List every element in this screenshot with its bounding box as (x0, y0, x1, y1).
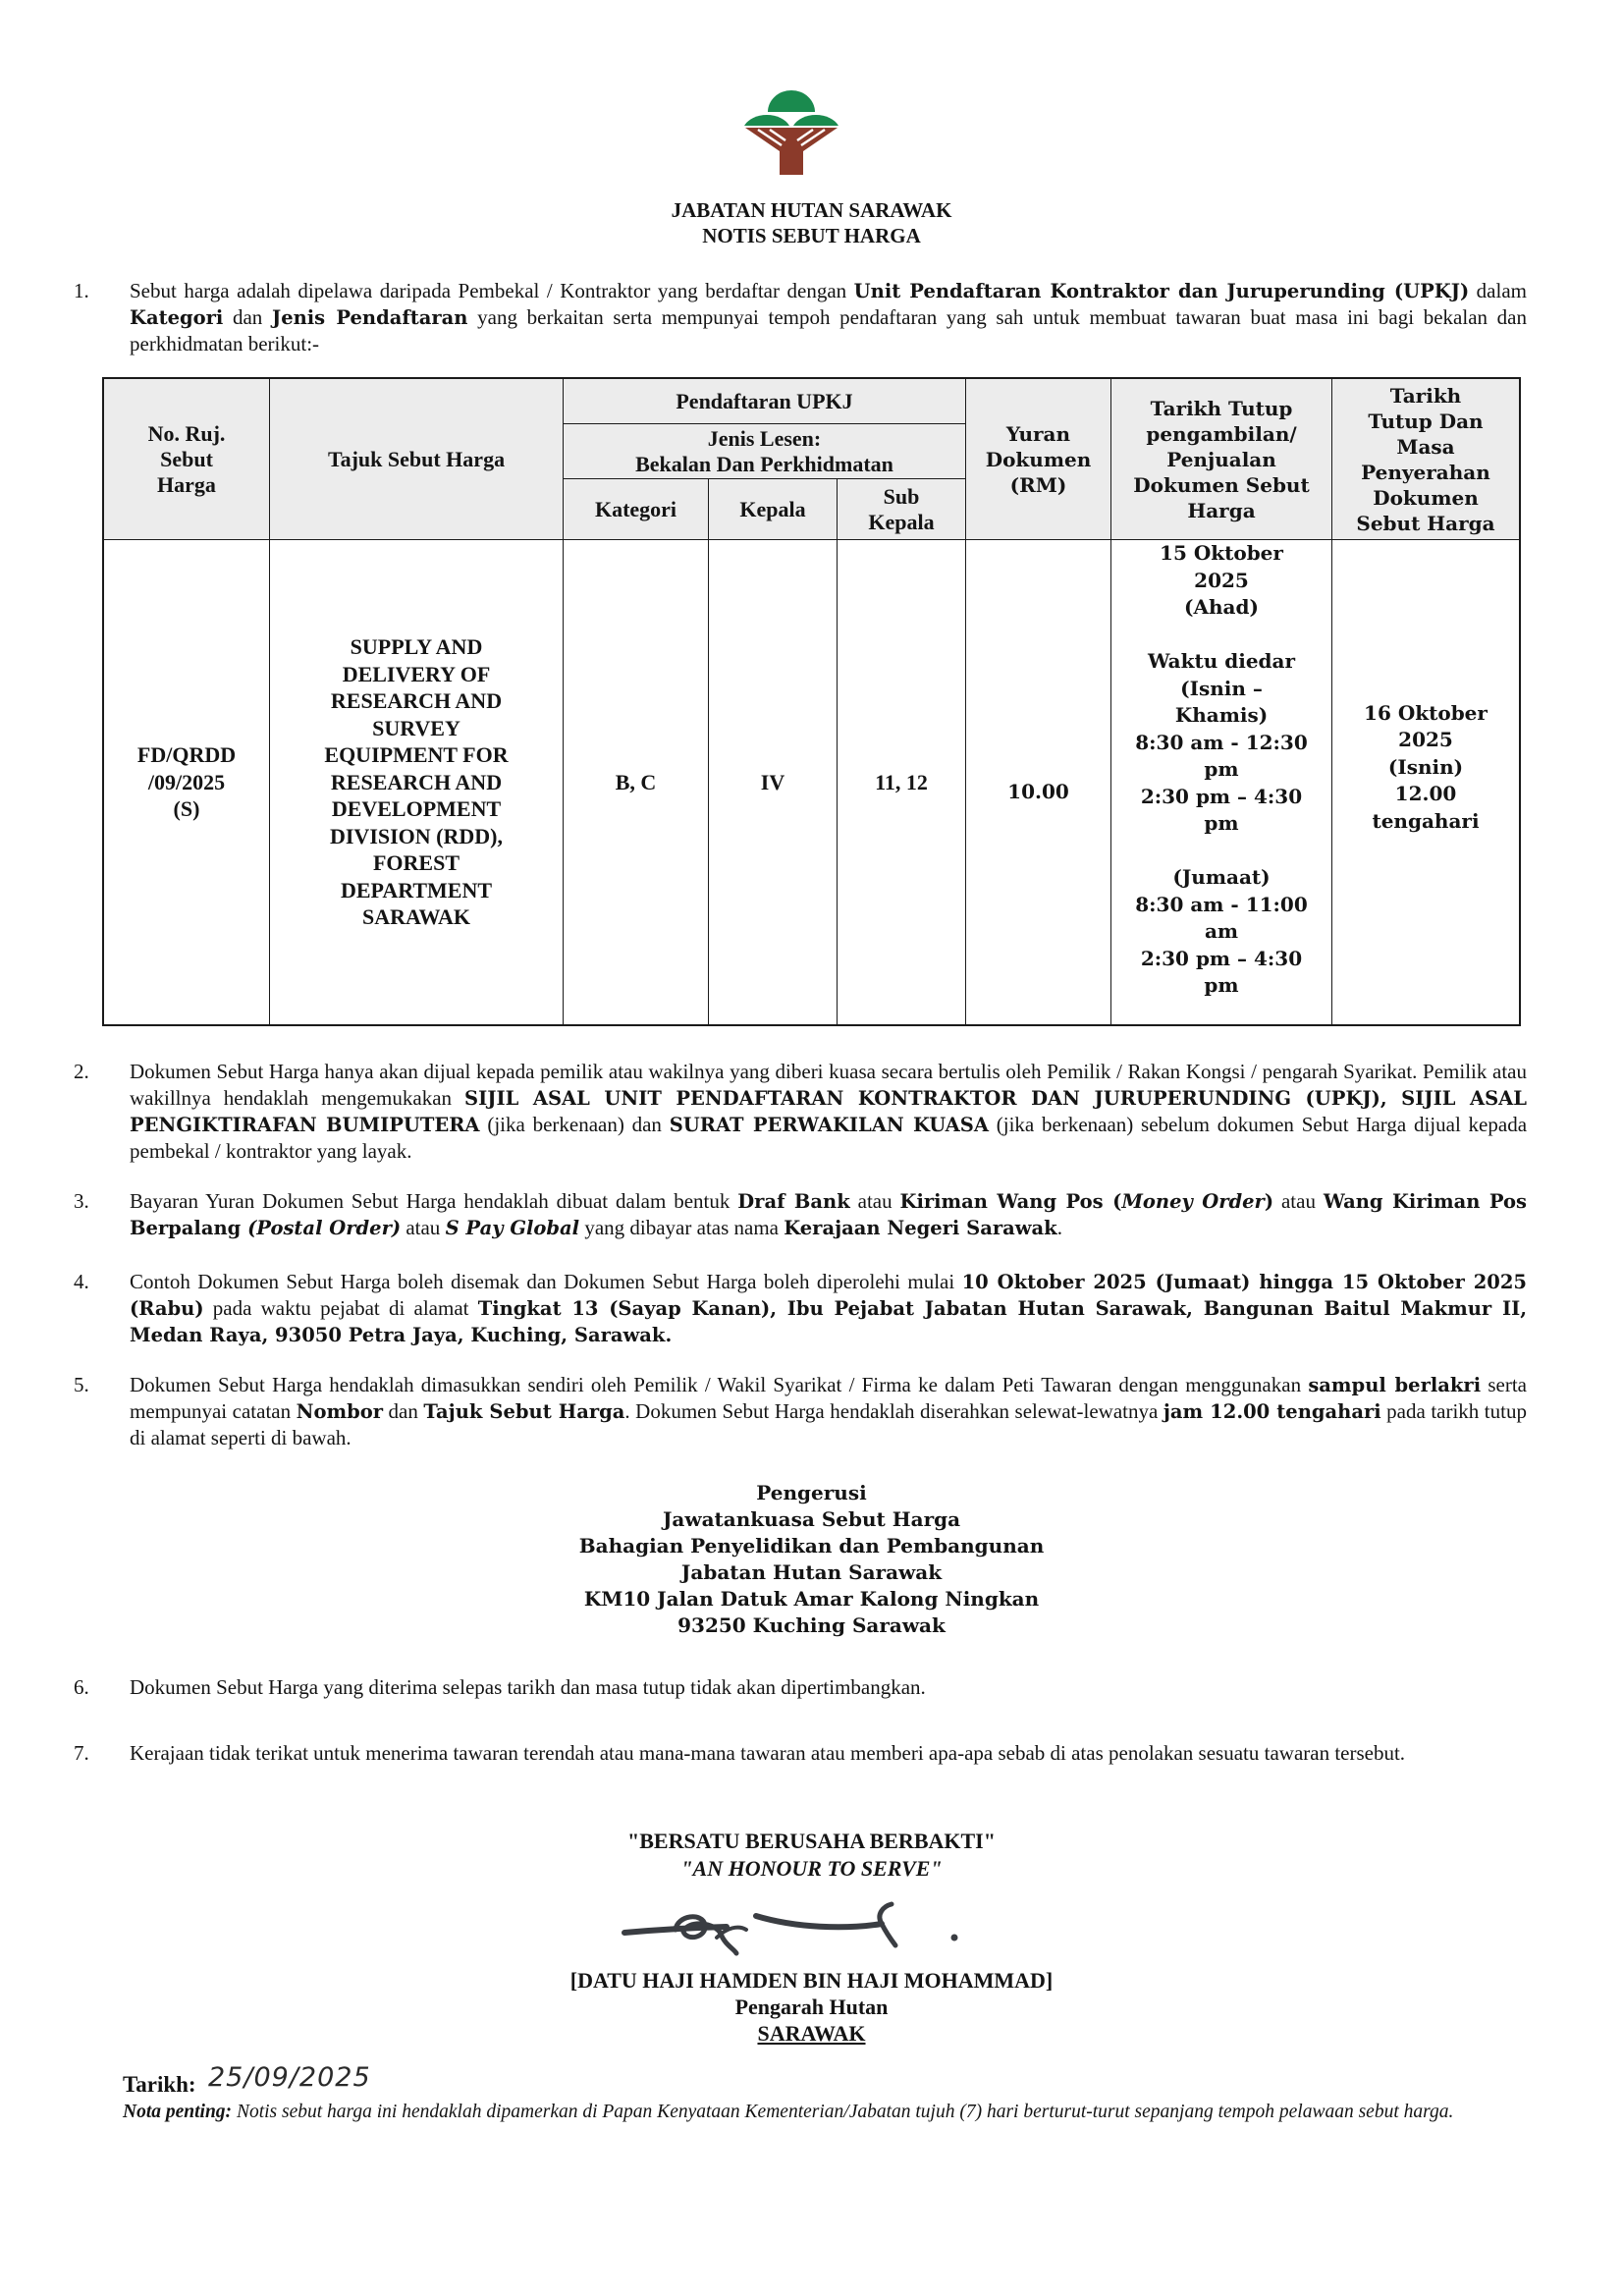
text-run: pada waktu pejabat di alamat (203, 1296, 478, 1320)
address-line: Bahagian Penyelidikan dan Pembangunan (578, 1534, 1045, 1558)
row-ref-lines (137, 741, 236, 823)
row-title (270, 540, 564, 1024)
text-run: yang dibayar atas nama (579, 1216, 784, 1239)
header-text: Kepala (868, 509, 935, 534)
cell-text: B, C (615, 769, 657, 794)
bold-run: SIJIL ASAL UNIT PENDAFTARAN KONTRAKTOR DAN JURUPERUNDING (UPKJ), SIJIL ASAL PENGIKTIRAFAN BUMIPUTERA (130, 1087, 1528, 1136)
text-run: Sebut harga adalah dipelawa daripada Pembekal / Kontraktor yang berdaftar dengan (130, 279, 854, 302)
bold-run: Nombor (296, 1400, 384, 1423)
cell-line: DIVISION (RDD), (329, 823, 503, 848)
bold-run: Wang Kiriman Pos Berpalang (130, 1190, 1527, 1239)
text-run: atau (401, 1216, 446, 1239)
cell-line: DELIVERY OF (342, 661, 491, 686)
paragraph-text (130, 1372, 1527, 1451)
cell-line: (Isnin – (1180, 676, 1263, 700)
note-text: Notis sebut harga ini hendaklah dipamerkan di Papan Kenyataan Kementerian/Jabatan tujuh (7) hari berturut-turut sepanjang tempoh pelawaan sebut harga. (232, 2102, 1454, 2122)
notice-title: NOTIS SEBUT HARGA (702, 224, 921, 247)
address-line: Pengerusi (756, 1481, 867, 1504)
text-run: (jika berkenaan) dan (479, 1113, 670, 1136)
cell-text: 11, 12 (875, 769, 928, 794)
signatory-state (0, 2020, 1623, 2047)
header-fee (966, 379, 1111, 540)
row-closing-sale (1111, 540, 1332, 1024)
paragraph-text: Dokumen Sebut Harga yang diterima selepas tarikh dan masa tutup tidak akan dipertimbangkan. (130, 1675, 926, 1699)
header-text: (RM) (1009, 472, 1067, 497)
cell-text: IV (760, 769, 785, 794)
cell-line: 2025 (1194, 568, 1249, 592)
cell-line: (Isnin) (1387, 754, 1464, 779)
logo-trunk (745, 128, 838, 175)
header-line: Tarikh (1389, 383, 1462, 408)
bold-run: sampul berlakri (1308, 1374, 1482, 1396)
important-note (123, 2099, 1537, 2126)
row-closing-submit (1332, 540, 1519, 1024)
text-run: dan (223, 305, 272, 329)
cell-line: 12.00 (1394, 782, 1457, 806)
text-run: Contoh Dokumen Sebut Harga boleh disemak dan Dokumen Sebut Harga boleh diperolehi mulai (130, 1270, 962, 1293)
bold-run: Jenis Pendaftaran (271, 306, 468, 329)
text-run: . (1056, 1216, 1062, 1239)
paragraph-number: 6. (74, 1675, 89, 1699)
header-category (564, 479, 709, 540)
header-line: Tarikh Tutup (1150, 396, 1293, 420)
address-line: Jawatankuasa Sebut Harga (662, 1507, 961, 1531)
submission-address (0, 1480, 1623, 1639)
header-text: Tajuk Sebut Harga (327, 446, 506, 471)
header-license-type (564, 424, 966, 479)
text-run: yang berkaitan serta mempunyai tempoh pendaftaran yang sah untuk membuat tawaran buat masa ini bagi bekalan dan perkhidmatan berikut:- (130, 305, 1527, 355)
signatory-name: [DATU HAJI HAMDEN BIN HAJI MOHAMMAD] (569, 1968, 1054, 1993)
header-line: Penyerahan (1361, 460, 1490, 484)
cell-line: pm (1204, 757, 1239, 781)
cell-line (1218, 622, 1225, 649)
text-run: Bayaran Yuran Dokumen Sebut Harga hendaklah dibuat dalam bentuk (130, 1189, 738, 1213)
cell-line: 16 Oktober (1364, 700, 1488, 725)
text-run: dan (383, 1399, 424, 1423)
header-text: Yuran (1005, 421, 1071, 446)
row-head (709, 540, 838, 1024)
signatory-state-text: SARAWAK (757, 2021, 866, 2046)
row-category (564, 540, 709, 1024)
cell-line: am (1204, 919, 1239, 943)
paragraph-text: Kerajaan tidak terikat untuk menerima tawaran terendah atau mana-mana tawaran atau memberi apa-apa sebab di atas penolakan sesuatu tawaran tersebut. (130, 1741, 1406, 1765)
cell-line: DEPARTMENT (340, 877, 493, 902)
bold-run: Kerajaan Negeri Sarawak (784, 1217, 1057, 1239)
logo-canopy-top (768, 90, 815, 112)
header-line: Penjualan (1166, 447, 1276, 471)
cell-line: EQUIPMENT FOR (324, 742, 509, 768)
header-ref-no (104, 379, 270, 540)
quotation-table (102, 377, 1521, 1026)
cell-line: SARAWAK (361, 904, 471, 930)
cell-line: (S) (173, 796, 200, 822)
bold-italic-run: S Pay Global (445, 1217, 580, 1239)
header-text: Jenis Lesen: (707, 425, 822, 451)
address-line: Jabatan Hutan Sarawak (680, 1560, 943, 1584)
cell-line: Khamis) (1174, 703, 1269, 727)
header-line: Dokumen Sebut (1133, 472, 1310, 497)
text-run: pada tarikh tutup di alamat seperti di bawah. (130, 1399, 1527, 1449)
cell-line: pm (1204, 973, 1239, 997)
row-ref-no (104, 540, 270, 1024)
cell-line: pm (1204, 811, 1239, 835)
header-closing-submit (1332, 379, 1519, 540)
paragraph-number: 4. (74, 1270, 89, 1293)
bold-italic-run: (Postal Order) (247, 1217, 402, 1239)
header-text: Bekalan Dan Perkhidmatan (635, 451, 893, 476)
row-title-lines (324, 633, 508, 931)
forest-department-tree-logo-icon (744, 75, 839, 175)
header-title (270, 379, 564, 540)
header-closing-sale-lines (1133, 396, 1309, 523)
bold-run: Kategori (130, 306, 224, 329)
bold-run: Tajuk Sebut Harga (423, 1400, 625, 1423)
logo-canopy-right (793, 115, 839, 126)
cell-line: SURVEY (372, 715, 460, 740)
cell-line: 2:30 pm – 4:30 (1140, 784, 1303, 808)
cell-line: /09/2025 (147, 769, 226, 794)
paragraph-number: 7. (74, 1741, 89, 1765)
address-line: 93250 Kuching Sarawak (677, 1613, 946, 1637)
address-line: KM10 Jalan Datuk Amar Kalong Ningkan (583, 1587, 1040, 1611)
text-run: atau (1273, 1189, 1324, 1213)
paragraph-text (130, 1188, 1527, 1241)
row-sub-head (838, 540, 966, 1024)
text-run: dalam (1469, 279, 1527, 302)
text-run: Dokumen Sebut Harga hendaklah dimasukkan sendiri oleh Pemilik / Wakil Syarikat / Firma ke dalam Peti Tawaran dengan menggunakan (130, 1373, 1309, 1396)
row-closing-submit-lines (1364, 700, 1488, 836)
text-run: . Dokumen Sebut Harga hendaklah diserahkan selewat-lewatnya (624, 1399, 1163, 1423)
bold-run: Kiriman Wang Pos ( (899, 1190, 1122, 1213)
paragraph-number: 5. (74, 1373, 89, 1396)
header-line: Dokumen (1373, 485, 1479, 510)
header-closing-submit-lines (1356, 383, 1494, 536)
cell-line: tengahari (1372, 808, 1480, 833)
motto-english: "AN HONOUR TO SERVE" (680, 1856, 943, 1881)
text-run: serta mempunyai catatan (130, 1373, 1527, 1423)
bold-run: Tingkat 13 (Sayap Kanan), Ibu Pejabat Jabatan Hutan Sarawak, Bangunan Baitul Makmur II, Medan Raya, 93050 Petra Jaya, Kuching, Sarawak. (130, 1297, 1527, 1346)
bold-run: Draf Bank (737, 1190, 850, 1213)
row-fee (966, 540, 1111, 1024)
cell-line: 2025 (1398, 728, 1453, 752)
date-value: 25/09/2025 (208, 2062, 371, 2093)
paragraph-number: 1. (74, 279, 89, 302)
cell-line: 8:30 am - 11:00 (1135, 892, 1308, 916)
bold-run: 10 Oktober 2025 (Jumaat) hingga 15 Oktober 2025 (Rabu) (130, 1271, 1527, 1320)
cell-line: (Jumaat) (1172, 865, 1271, 889)
cell-text: 10.00 (1007, 779, 1069, 803)
header-line: Harga (1187, 498, 1256, 522)
bold-run: jam 12.00 tengahari (1163, 1400, 1381, 1423)
header-text: No. Ruj. Sebut Harga (147, 420, 226, 497)
header-line: Masa (1396, 434, 1455, 459)
signatory-position: Pengarah Hutan (734, 1995, 889, 2019)
header-line: pengambilan/ (1146, 421, 1297, 446)
paragraph-text (130, 278, 1527, 357)
cell-line: DEVELOPMENT (331, 796, 502, 822)
header-text: Pendaftaran UPKJ (676, 388, 853, 413)
header-closing-sale (1111, 379, 1332, 540)
cell-line: 15 Oktober (1160, 541, 1283, 565)
cell-line: SUPPLY AND (350, 634, 483, 660)
cell-line: 8:30 am - 12:30 (1135, 730, 1308, 754)
paragraph-text (130, 1059, 1527, 1165)
motto-malay: "BERSATU BERUSAHA BERBAKTI" (627, 1829, 996, 1853)
paragraph-number: 3. (74, 1189, 89, 1213)
logo-canopy-left (744, 115, 789, 126)
agency-name: JABATAN HUTAN SARAWAK (671, 198, 952, 222)
header-head (709, 479, 838, 540)
header-text: Kepala (739, 496, 806, 521)
cell-line: FOREST (372, 850, 460, 876)
cell-line: 2:30 pm – 4:30 (1140, 946, 1303, 970)
header-text: Dokumen (985, 447, 1092, 471)
row-closing-sale-lines (1135, 540, 1308, 1000)
header-line: Sebut Harga (1356, 511, 1495, 535)
header-upkj (564, 379, 966, 424)
cell-line: RESEARCH AND (330, 688, 503, 714)
bold-run: SURAT PERWAKILAN KUASA (669, 1114, 989, 1136)
bold-italic-run: Money Order (1121, 1190, 1265, 1213)
bold-run: Unit Pendaftaran Kontraktor dan Juruperunding (UPKJ) (853, 280, 1470, 302)
paragraph-number: 2. (74, 1060, 89, 1083)
text-run: atau (849, 1189, 900, 1213)
bold-run: ) (1264, 1190, 1274, 1213)
header-sub-head (838, 479, 966, 540)
paragraph-text (130, 1269, 1527, 1348)
text-run: Dokumen Sebut Harga hanya akan dijual kepada pemilik atau wakilnya yang diberi kuasa secara bertulis oleh Pemilik / Rakan Kongsi / pengarah Syarikat. Pemilik atau wakillnya hendaklah mengemukakan (130, 1060, 1527, 1110)
cell-line: (Ahad) (1184, 595, 1259, 619)
date-label: Tarikh: (123, 2072, 196, 2097)
text-run: (jika berkenaan) sebelum dokumen Sebut Harga dijual kepada pembekal / kontraktor yang layak. (130, 1113, 1528, 1163)
note-label: Nota penting: (123, 2102, 233, 2122)
cell-line: RESEARCH AND (330, 769, 503, 794)
cell-line: Waktu diedar (1147, 649, 1296, 673)
handwritten-signature-icon (619, 1900, 1001, 1969)
cell-line: FD/QRDD (136, 742, 237, 768)
cell-line (1218, 838, 1225, 865)
header-text: Sub (883, 483, 920, 509)
header-line: Tutup Dan (1368, 409, 1484, 433)
header-text: Kategori (594, 496, 677, 521)
